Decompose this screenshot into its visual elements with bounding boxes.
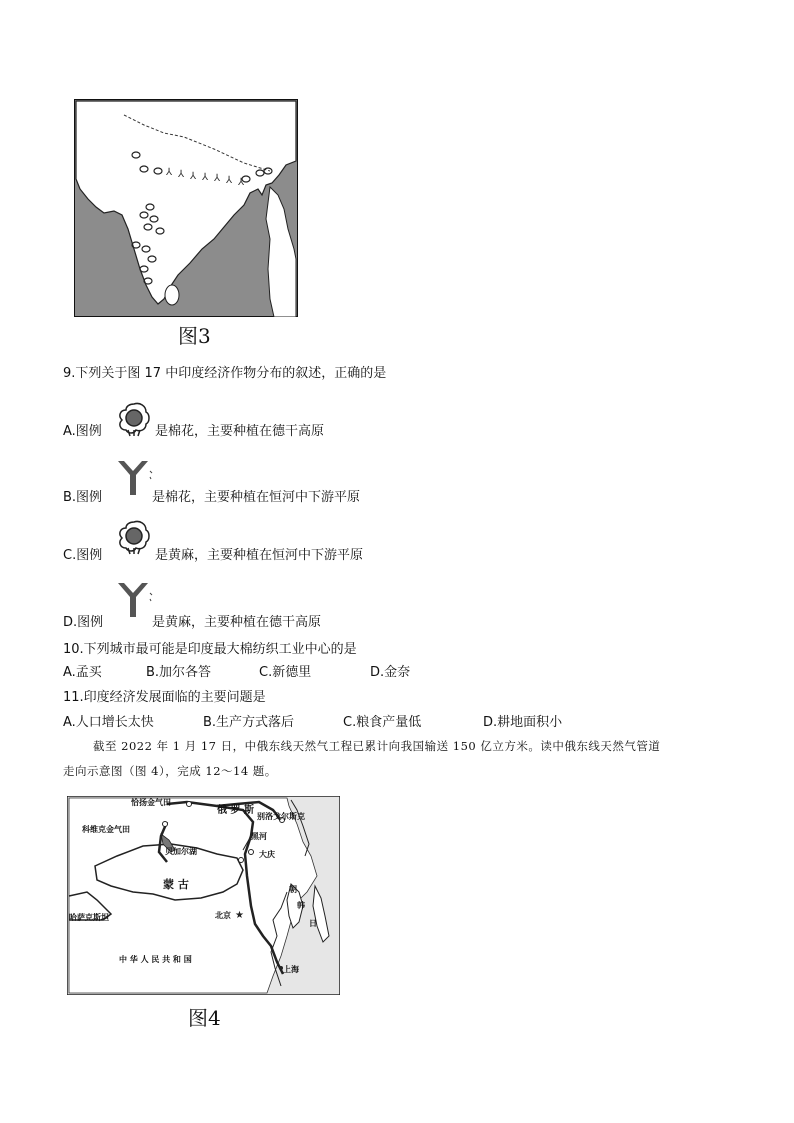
passage-line-2: 走向示意图（图 4），完成 12～14 题。 bbox=[63, 764, 277, 778]
q10-option-a[interactable]: A.孟买 bbox=[63, 665, 102, 680]
q9-option-d[interactable] bbox=[63, 611, 103, 630]
label-russia: 俄 罗 斯 bbox=[217, 805, 254, 816]
label-shanghai: 上海 bbox=[283, 965, 299, 974]
figure-3-caption: 图3 bbox=[178, 324, 211, 348]
q9-option-b[interactable] bbox=[63, 486, 102, 505]
option-prefix: C.图例 bbox=[63, 548, 103, 563]
svg-text:⅄: ⅄ bbox=[202, 172, 209, 183]
jute-icon bbox=[114, 579, 154, 621]
option-prefix: A.图例 bbox=[63, 424, 102, 439]
label-daqing: 大庆 bbox=[259, 850, 275, 859]
question-10-stem: 10.下列城市最可能是印度最大棉纺织工业中心的是 bbox=[63, 642, 357, 657]
india-map-svg bbox=[74, 99, 298, 317]
label-kazakhstan: 哈萨克斯坦 bbox=[69, 913, 109, 922]
label-blagoveshchensk: 别洛戈尔斯克 bbox=[257, 812, 305, 821]
chayanda-marker bbox=[187, 802, 192, 807]
q11-option-d[interactable]: D.耕地面积小 bbox=[483, 715, 563, 730]
q9-option-a[interactable] bbox=[63, 420, 102, 439]
svg-text:⅄: ⅄ bbox=[238, 177, 245, 188]
q10-option-c[interactable]: C.新德里 bbox=[259, 665, 312, 680]
figure-4-map bbox=[67, 796, 340, 995]
daqing-marker bbox=[249, 850, 254, 855]
q9-option-b-text: 是棉花，主要种植在恒河中下游平原 bbox=[152, 490, 361, 505]
question-9-stem: 9.下列关于图 17 中印度经济作物分布的叙述，正确的是 bbox=[63, 366, 387, 381]
label-chayanda: 恰扬金气田 bbox=[131, 798, 171, 807]
q9-option-a-text: 是棉花，主要种植在德干高原 bbox=[155, 424, 325, 439]
figure-4-caption: 图4 bbox=[188, 1006, 221, 1030]
q11-option-c[interactable]: C.粮食产量低 bbox=[343, 715, 422, 730]
cotton-icon bbox=[114, 516, 154, 556]
option-prefix: B.图例 bbox=[63, 490, 103, 505]
label-beijing: 北京 bbox=[215, 911, 231, 920]
jute-icon bbox=[114, 457, 154, 499]
q9-option-c[interactable] bbox=[63, 544, 102, 563]
label-kovykta: 科维克金气田 bbox=[82, 825, 130, 834]
svg-text:⅄: ⅄ bbox=[214, 173, 221, 184]
passage-line-1: 截至 2022 年 1 月 17 日，中俄东线天然气工程已累计向我国输送 150 亿立方米。读中俄东线天然气管道 bbox=[93, 739, 661, 753]
sri-lanka bbox=[165, 285, 179, 305]
kovykta-marker bbox=[163, 822, 168, 827]
q11-option-a[interactable]: A.人口增长太快 bbox=[63, 715, 154, 730]
svg-text:⅄: ⅄ bbox=[178, 169, 185, 180]
label-korea-1: 朝 bbox=[289, 885, 297, 894]
label-baikal: 贝加尔湖 bbox=[165, 847, 197, 856]
q9-option-d-text: 是黄麻，主要种植在德干高原 bbox=[152, 615, 322, 630]
q10-option-d[interactable]: D.金奈 bbox=[370, 665, 411, 680]
label-mongolia: 蒙 古 bbox=[163, 878, 189, 891]
q9-option-c-text: 是黄麻，主要种植在恒河中下游平原 bbox=[155, 548, 364, 563]
label-japan: 日 bbox=[309, 919, 317, 928]
label-china: 中 华 人 民 共 和 国 bbox=[119, 955, 192, 964]
question-11-stem: 11.印度经济发展面临的主要问题是 bbox=[63, 690, 266, 705]
q11-option-b[interactable]: B.生产方式落后 bbox=[203, 715, 295, 730]
svg-text:⅄: ⅄ bbox=[190, 171, 197, 182]
beijing-star: ★ bbox=[235, 910, 244, 921]
label-korea-2: 韩 bbox=[297, 901, 305, 910]
heihe-marker bbox=[239, 858, 244, 863]
figure-3-map bbox=[74, 99, 298, 317]
svg-text:⅄: ⅄ bbox=[166, 167, 173, 178]
svg-text:⅄: ⅄ bbox=[226, 175, 233, 186]
q10-option-b[interactable]: B.加尔各答 bbox=[146, 665, 212, 680]
label-heihe: 黑河 bbox=[251, 832, 267, 841]
option-prefix: D.图例 bbox=[63, 615, 104, 630]
cotton-icon bbox=[114, 398, 154, 438]
